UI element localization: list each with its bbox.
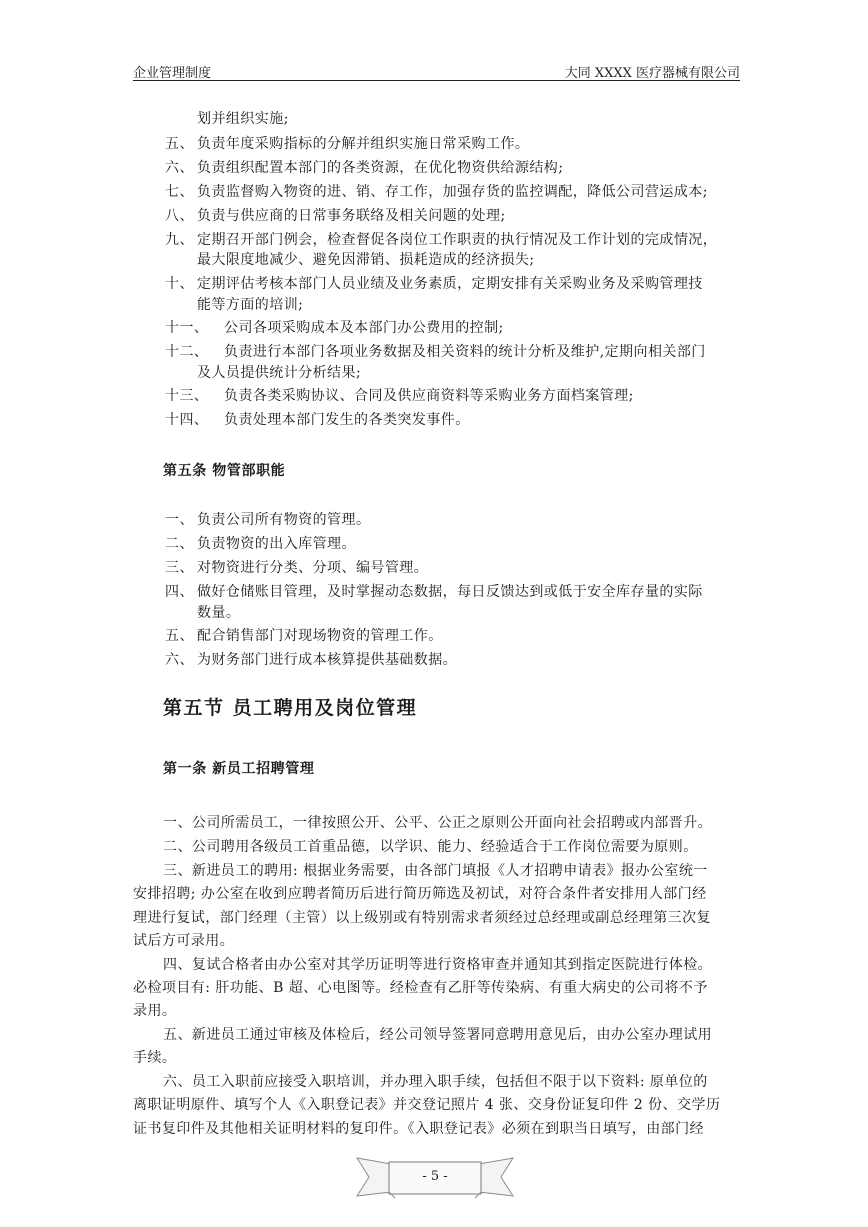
header-company-name: 大同 XXXX 医疗器械有限公司: [564, 66, 740, 81]
header-rule: [133, 80, 740, 81]
page-header: [133, 62, 740, 80]
page-footer: [355, 1152, 515, 1202]
page-number: - 5 -: [422, 1169, 448, 1184]
header-left-title: 企业管理制度: [133, 66, 212, 81]
article-heading: 第五条 物管部职能: [163, 463, 286, 479]
document-page: 企业管理制度 大同 XXXX 医疗器械有限公司 划并组织实施; 五、 负责年度采购指标的分解并组织实施日常采购工作。 六、 负责组织配置本部门的各类资源，在优化物资供给源结构; 七、 负责监督购入物资的进、销、存工作，加强存货的监控调配，降低公司营运成本; 八、 负责与供应商的日常事务联络及相关问题的处理; 九、 定期召开部门例会，检查督促各岗位工作职责的执行情况及工作计划的完成情况， 最大限度地减少、避免因滞销、损耗造成的经济损失; 十、 定期评估考核本部门人员业绩及业务素质，定期安排有关采购业务及采购管理技 能等方面的培训; 十一、 公司各项采购成本及本部门办公费用的控制; 十二、 负责进行本部门各项业务数据及相关资料的统计分析及维护,定期向相关部门 及人员提供统计分析结果; 十三、 负责各类采购协议、合同及供应商资料等采购业务方面档案管理; 十四、 负责处理本部门发生的各类突发事件。 第五条 物管部职能 一、 负责公司所有物资的管理。 二、 负责物资的出入库管理。 三、 对物资进行分类、分项、编号管理。 四、 做好仓储账目管理，及时掌握动态数据，每日反馈达到或低于安全库存量的实际 数量。 五、 配合销售部门对现场物资的管理工作。 六、 为财务部门进行成本核算提供基础数据。 第五节 员工聘用及岗位管理 第一条 新员工招聘管理 一、公司所需员工，一律按照公开、公平、公正之原则公开面向社会招聘或内部晋升。 二、公司聘用各级员工首重品德，以学识、能力、经验适合于工作岗位需要为原则。 三、新进员工的聘用: 根据业务需要，由各部门填报《人才招聘申请表》报办公室统一 安排招聘; 办公室在收到应聘者简历后进行简历筛选及初试，对符合条件者安排用人部门经 理进行复试，部门经理（主管）以上级别或有特别需求者须经过总经理或副总经理第三次复 试后方可录用。 四、复试合格者由办公室对其学历证明等进行资格审查并通知其到指定医院进行体检。 必检项目有: 肝功能、B 超、心电图等。经检查有乙肝等传染病、有重大病史的公司将不予 录用。 五、新进员工通过审核及体检后，经公司领导签署同意聘用意见后，由办公室办理试用 手续。 六、员工入职前应接受入职培训，并办理入职手续，包括但不限于以下资料: 原单位的 离职证明原件、填写个人《入职登记表》并交登记照片 4 张、交身份证复印件 2 份、交学历 证书复印件及其他相关证明材料的复印件。《入职登记表》必须在到职当日填写，由部门经 - 5 -: [0, 0, 868, 1227]
section-heading: 第五节 员工聘用及岗位管理: [163, 697, 418, 719]
article-heading: 第一条 新员工招聘管理: [163, 761, 315, 777]
